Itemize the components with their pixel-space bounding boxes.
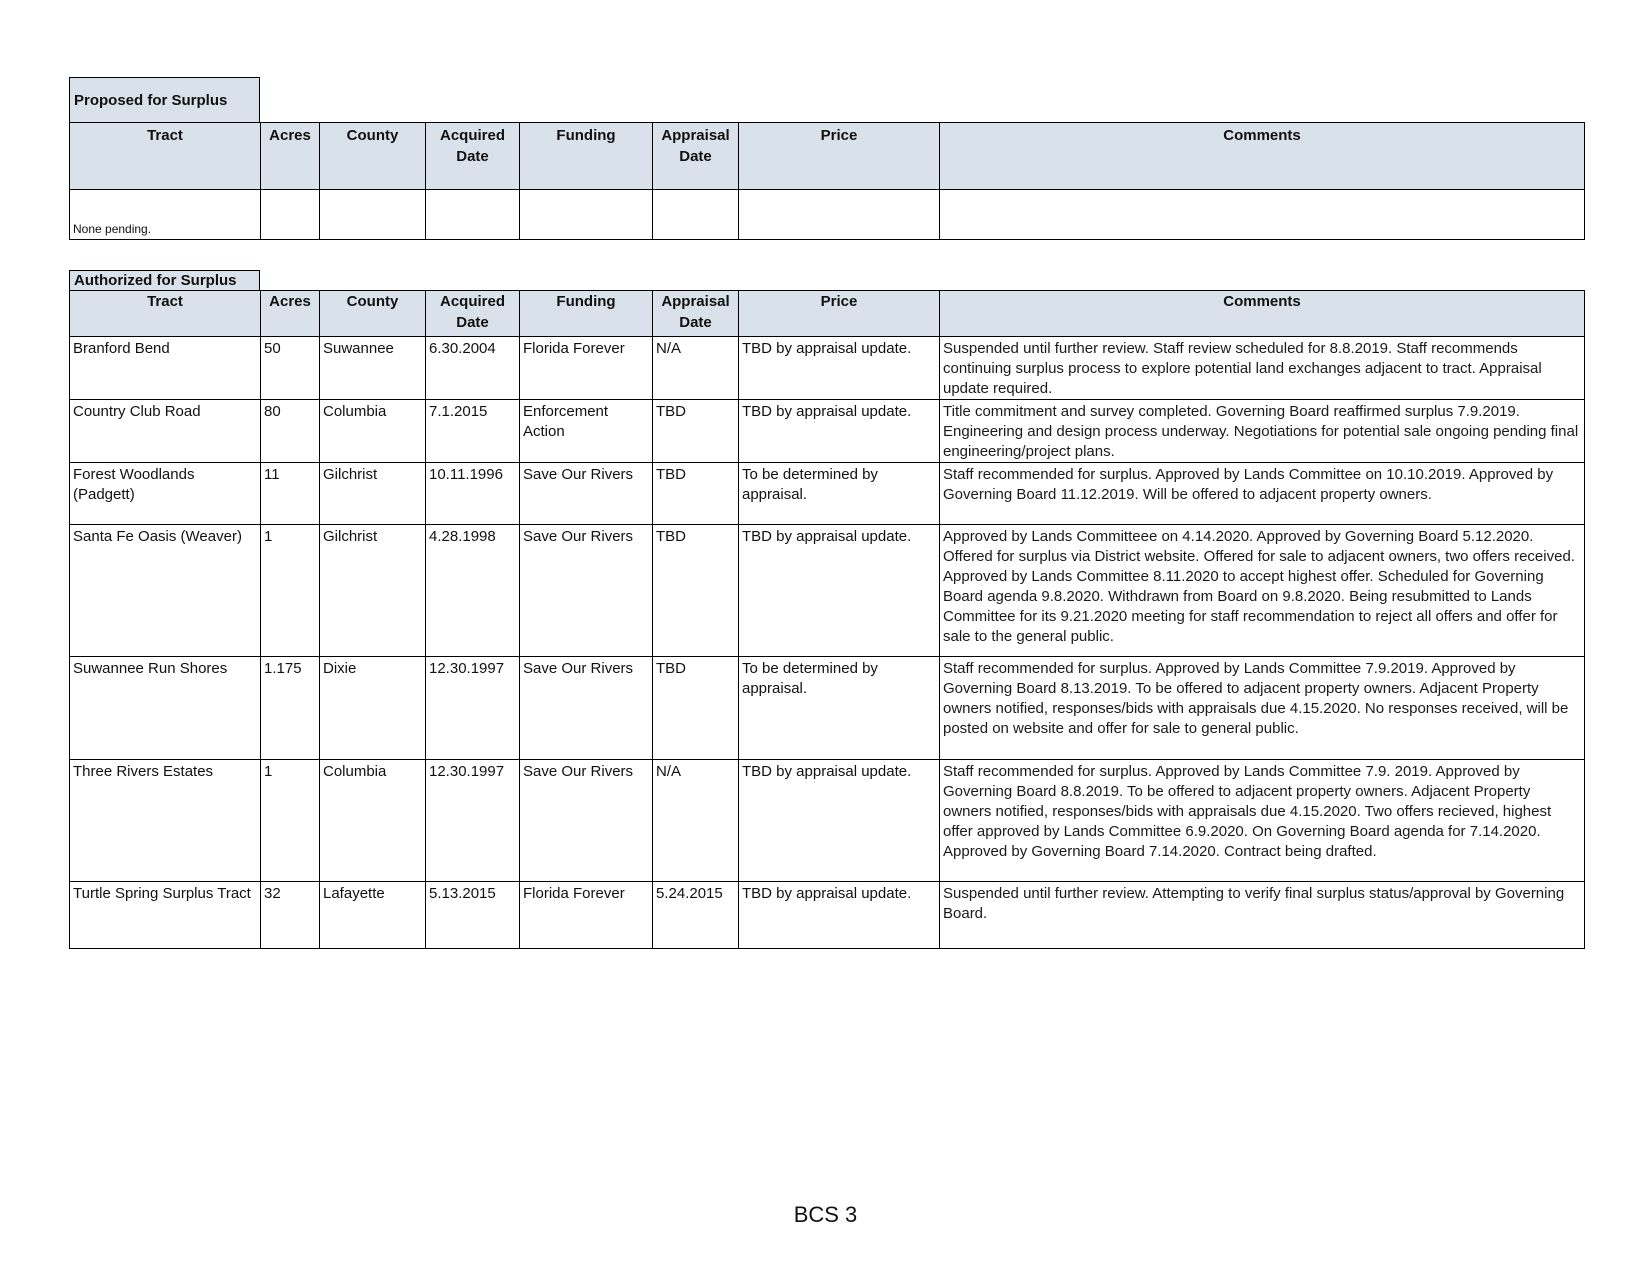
cell-appraisal-date: TBD [653, 400, 739, 463]
cell-tract: Santa Fe Oasis (Weaver) [70, 525, 261, 657]
cell-funding: Save Our Rivers [520, 525, 653, 657]
authorized-surplus-table [69, 290, 1585, 949]
cell-acres: 50 [261, 337, 320, 400]
cell-acres: 80 [261, 400, 320, 463]
cell-price: To be determined by appraisal. [739, 463, 940, 525]
col-header-tract: Tract [70, 291, 261, 337]
cell-county: Gilchrist [320, 525, 426, 657]
cell-acres: 32 [261, 882, 320, 949]
cell-appraisal-date: TBD [653, 525, 739, 657]
table-row [70, 400, 1585, 463]
col-header-tract: Tract [70, 123, 261, 190]
table-cell [653, 190, 739, 240]
table-row [70, 525, 1585, 657]
cell-comments: Staff recommended for surplus. Approved by Lands Committee 7.9.2019. Approved by Governing Board 8.13.2019. To be offered to adjacent property owners. Adjacent Property owners notified, responses/bids with appraisals due 4.15.2020. No responses received, will be posted on website and offer for sale to general public. [940, 657, 1585, 760]
col-header-comments: Comments [940, 123, 1585, 190]
col-header-comments: Comments [940, 291, 1585, 337]
cell-appraisal-date: N/A [653, 337, 739, 400]
col-header-acquired-date: Acquired Date [426, 123, 520, 190]
cell-price: To be determined by appraisal. [739, 657, 940, 760]
table-cell [739, 190, 940, 240]
cell-acquired-date: 7.1.2015 [426, 400, 520, 463]
cell-acres: 1 [261, 760, 320, 882]
page-footer-label: BCS 3 [793, 1202, 858, 1227]
cell-tract: Three Rivers Estates [70, 760, 261, 882]
cell-acres: 1 [261, 525, 320, 657]
cell-funding: Save Our Rivers [520, 760, 653, 882]
table-cell [940, 190, 1585, 240]
cell-acres: 1.175 [261, 657, 320, 760]
cell-county: Columbia [320, 760, 426, 882]
cell-acquired-date: 6.30.2004 [426, 337, 520, 400]
col-header-acres: Acres [261, 291, 320, 337]
cell-county: Gilchrist [320, 463, 426, 525]
cell-comments: Suspended until further review. Staff review scheduled for 8.8.2019. Staff recommends continuing surplus process to explore potential land exchanges adjacent to tract. Appraisal update required. [940, 337, 1585, 400]
cell-acquired-date: 10.11.1996 [426, 463, 520, 525]
cell-tract: Suwannee Run Shores [70, 657, 261, 760]
cell-comments: Suspended until further review. Attempting to verify final surplus status/approval by Governing Board. [940, 882, 1585, 949]
cell-county: Dixie [320, 657, 426, 760]
cell-appraisal-date: N/A [653, 760, 739, 882]
cell-comments: Staff recommended for surplus. Approved by Lands Committee on 10.10.2019. Approved by Governing Board 11.12.2019. Will be offered to adjacent property owners. [940, 463, 1585, 525]
table-cell [426, 190, 520, 240]
proposed-header-row [70, 123, 1585, 190]
col-header-funding: Funding [520, 123, 653, 190]
cell-acquired-date: 4.28.1998 [426, 525, 520, 657]
table-row [70, 882, 1585, 949]
cell-comments: Title commitment and survey completed. Governing Board reaffirmed surplus 7.9.2019. Engineering and design process underway. Negotiations for potential sale ongoing pending final engineering/project plans. [940, 400, 1585, 463]
none-pending-note: None pending. [70, 190, 261, 240]
cell-comments: Approved by Lands Committeee on 4.14.2020. Approved by Governing Board 5.12.2020. Offered for surplus via District website. Offered for sale to adjacent owners, two offers received. Approved by Lands Committee 8.11.2020 to accept highest offer. Scheduled for Governing Board agenda 9.8.2020. Withdrawn from Board on 9.8.2020. Being resubmitted to Lands Committee for its 9.21.2020 meeting for staff recommendation to reject all offers and offer for sale to the general public. [940, 525, 1585, 657]
cell-acquired-date: 12.30.1997 [426, 760, 520, 882]
cell-price: TBD by appraisal update. [739, 400, 940, 463]
table-row [70, 760, 1585, 882]
cell-county: Suwannee [320, 337, 426, 400]
cell-tract: Branford Bend [70, 337, 261, 400]
cell-funding: Enforcement Action [520, 400, 653, 463]
cell-appraisal-date: 5.24.2015 [653, 882, 739, 949]
cell-price: TBD by appraisal update. [739, 337, 940, 400]
proposed-section-title: Proposed for Surplus [69, 77, 260, 122]
authorized-header-row [70, 291, 1585, 337]
col-header-appraisal-date: Appraisal Date [653, 291, 739, 337]
authorized-section-title: Authorized for Surplus [69, 270, 260, 290]
proposed-surplus-table [69, 122, 1585, 240]
table-cell [261, 190, 320, 240]
col-header-funding: Funding [520, 291, 653, 337]
cell-comments: Staff recommended for surplus. Approved by Lands Committee 7.9. 2019. Approved by Governing Board 8.8.2019. To be offered to adjacent property owners. Adjacent Property owners notified, responses/bids with appraisals due 4.15.2020. Two offers recieved, highest offer approved by Lands Committee 6.9.2020. On Governing Board agenda for 7.14.2020. Approved by Governing Board 7.14.2020. Contract being drafted. [940, 760, 1585, 882]
col-header-price: Price [739, 291, 940, 337]
cell-tract: Forest Woodlands (Padgett) [70, 463, 261, 525]
col-header-appraisal-date: Appraisal Date [653, 123, 739, 190]
cell-funding: Florida Forever [520, 337, 653, 400]
cell-price: TBD by appraisal update. [739, 525, 940, 657]
cell-tract: Turtle Spring Surplus Tract [70, 882, 261, 949]
cell-price: TBD by appraisal update. [739, 882, 940, 949]
cell-funding: Save Our Rivers [520, 657, 653, 760]
table-row [70, 463, 1585, 525]
cell-county: Columbia [320, 400, 426, 463]
col-header-acres: Acres [261, 123, 320, 190]
table-cell [320, 190, 426, 240]
col-header-price: Price [739, 123, 940, 190]
cell-county: Lafayette [320, 882, 426, 949]
cell-appraisal-date: TBD [653, 657, 739, 760]
table-row [70, 657, 1585, 760]
table-row [70, 190, 1585, 240]
cell-price: TBD by appraisal update. [739, 760, 940, 882]
cell-funding: Save Our Rivers [520, 463, 653, 525]
table-cell [520, 190, 653, 240]
col-header-county: County [320, 123, 426, 190]
cell-acres: 11 [261, 463, 320, 525]
cell-funding: Florida Forever [520, 882, 653, 949]
col-header-county: County [320, 291, 426, 337]
cell-acquired-date: 5.13.2015 [426, 882, 520, 949]
cell-appraisal-date: TBD [653, 463, 739, 525]
cell-acquired-date: 12.30.1997 [426, 657, 520, 760]
cell-tract: Country Club Road [70, 400, 261, 463]
table-row [70, 337, 1585, 400]
col-header-acquired-date: Acquired Date [426, 291, 520, 337]
